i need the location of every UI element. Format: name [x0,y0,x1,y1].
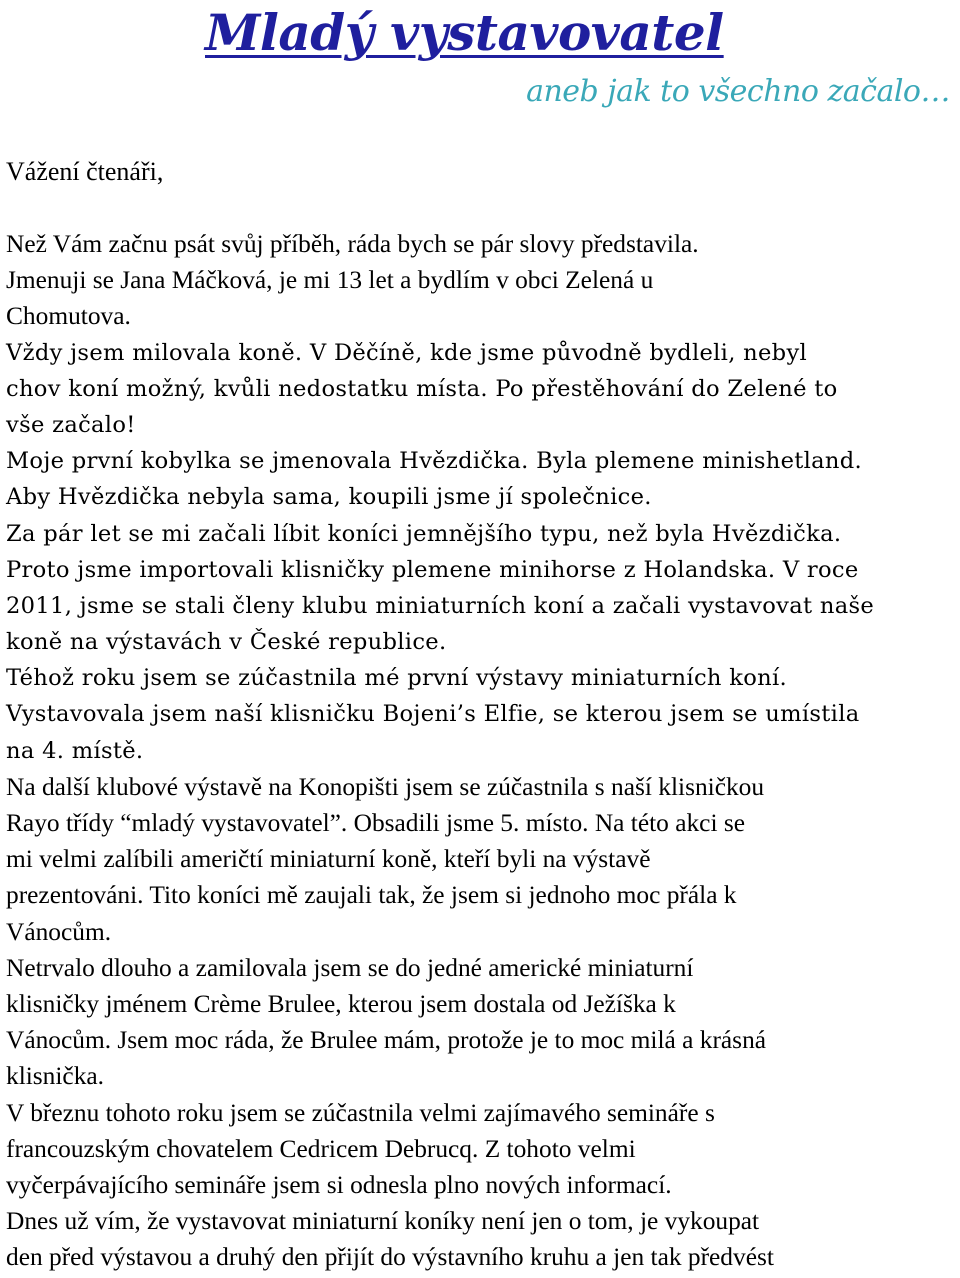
text-line: francouzským chovatelem Cedricem Debrucq. Z tohoto velmi [6,1134,636,1163]
text-line: klisnička. [6,1062,105,1091]
text-line: Vánocům. [6,917,112,946]
text-line: Chomutova. [6,302,131,331]
text-line: Rayo třídy “mladý vystavovatel”. Obsadili jsme 5. místo. Na této akci se [6,809,745,837]
text-line: Proto jsme importovali klisničky plemene minihorse z Holandska. V roce [6,556,859,583]
text-line: klisničky jménem Crème Brulee, kterou jsem dostala od Ježíška k [6,989,676,1018]
text-line: 2011, jsme se stali členy klubu miniaturních koní a začali vystavovat naše [6,592,875,619]
text-line: Netrvalo dlouho a zamilovala jsem se do jedné americké miniaturní [6,953,694,982]
text-line: Dnes už vím, že vystavovat miniaturní koníky není jen o tom, je vykoupat [6,1207,760,1236]
article-title: Mladý vystavovatel [205,3,724,62]
text-line: Na další klubové výstavě na Konopišti jsem se zúčastnila s naší klisničkou [6,772,765,801]
greeting: Vážení čtenáři, [6,157,164,186]
text-line: Za pár let se mi začali líbit koníci jemnějšího typu, než byla Hvězdička. [6,520,842,547]
text-line: vše začalo! [6,411,136,438]
text-line: Jmenuji se Jana Máčková, je mi 13 let a bydlím v obci Zelená u [6,266,654,295]
text-line: koně na výstavách v České republice. [6,629,447,656]
text-line: na 4. místě. [6,737,144,764]
text-line: Než Vám začnu psát svůj příběh, ráda bych se pár slovy představila. [6,230,699,258]
text-line: V březnu tohoto roku jsem se zúčastnila velmi zajímavého semináře s [6,1098,715,1127]
text-line: Téhož roku jsem se zúčastnila mé první výstavy miniaturních koní. [6,665,787,692]
text-line: Aby Hvězdička nebyla sama, koupili jsme jí společnice. [6,484,652,511]
article-body [6,226,956,1275]
text-line: vyčerpávajícího semináře jsem si odnesla plno nových informací. [6,1170,672,1199]
text-line: den před výstavou a druhý den přijít do výstavního kruhu a jen tak předvést [6,1243,774,1272]
text-line: prezentováni. Tito koníci mě zaujali tak, že jsem si jednoho moc přála k [6,881,737,910]
text-line: chov koní možný, kvůli nedostatku místa. Po přestěhování do Zelené to [6,375,838,402]
text-line: mi velmi zalíbili američtí miniaturní koně, kteří byli na výstavě [6,845,651,874]
text-line: Vánocům. Jsem moc ráda, že Brulee mám, protože je to moc milá a krásná [6,1026,767,1055]
text-line: Vždy jsem milovala koně. V Děčíně, kde jsme původně bydleli, nebyl [6,339,808,366]
article-subtitle: aneb jak to všechno začalo… [526,74,950,109]
text-line: Moje první kobylka se jmenovala Hvězdička. Byla plemene minishetland. [6,448,863,475]
text-line: Vystavovala jsem naší klisničku Bojeni’s Elfie, se kterou jsem se umístila [6,701,860,728]
